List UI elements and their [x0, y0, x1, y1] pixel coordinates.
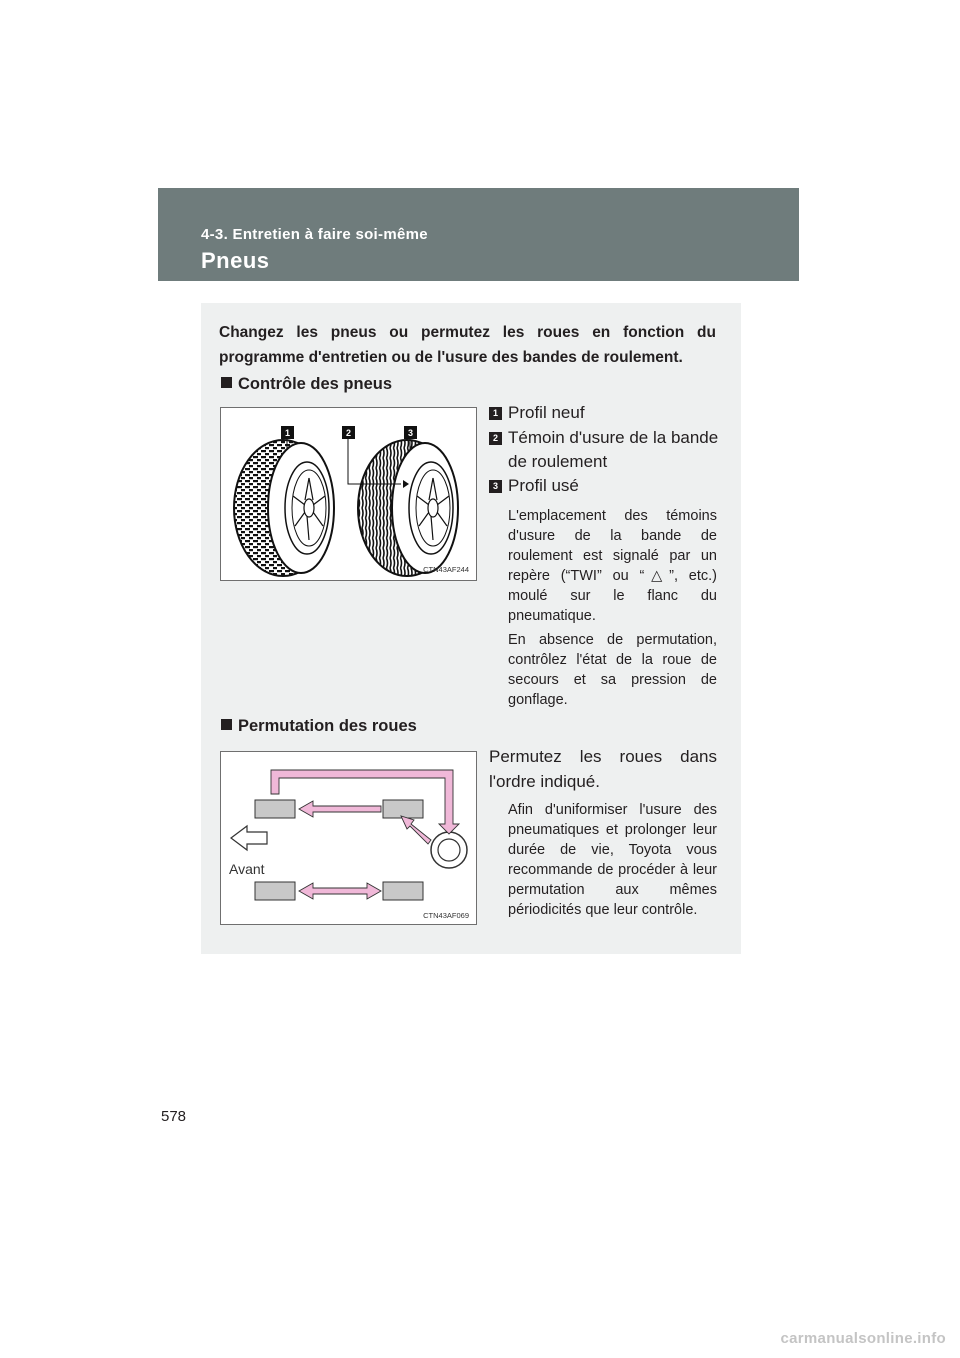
callout-number: 2 [489, 432, 502, 445]
svg-text:2: 2 [345, 428, 352, 438]
tires-illustration [221, 408, 476, 580]
intro-text: Changez les pneus ou permutez les roues en fonction du programme d'entretien ou de l'usure des bandes de roulement. [219, 324, 716, 366]
page-title: Pneus [201, 248, 270, 273]
svg-text:3: 3 [407, 428, 414, 438]
section-header [158, 188, 799, 281]
heading-tire-rotation: Permutation des roues [221, 717, 417, 736]
figure-code-2: CTN43AF069 [423, 911, 469, 920]
watermark: carmanualsonline.info [780, 1330, 946, 1347]
note-rotation-interval: Afin d'uniformiser l'usure des pneumatiques et prolonger leur durée de vie, Toyota vous recommande de procéder à leur permutation aux mêmes périodicités que leur contrôle. [508, 802, 717, 918]
page-number: 578 [161, 1108, 187, 1125]
note-twi-location: L'emplacement des témoins d'usure de la bande de roulement est signalé par un repère (“TWI” ou “△”, etc.) moulé sur le flanc du pneumatique. [508, 508, 717, 624]
note-spare-tire: En absence de permutation, contrôlez l'état de la roue de secours et sa pression de gonflage. [508, 632, 717, 708]
callout-number: 3 [489, 480, 502, 493]
rotation-lead-text: Permutez les roues dans l'ordre indiqué. [489, 747, 717, 791]
figure-tire-tread [220, 407, 477, 581]
svg-text:1: 1 [284, 428, 291, 438]
square-bullet-icon [221, 377, 232, 388]
legend-item-worn-tread: 3 Profil usé [489, 474, 720, 498]
section-label: 4-3. Entretien à faire soi-même [201, 226, 428, 243]
callout-number: 1 [489, 407, 502, 420]
front-label: Avant [229, 861, 265, 877]
square-bullet-icon [221, 719, 232, 730]
front-arrow-icon [231, 826, 267, 850]
heading-tire-check: Contrôle des pneus [221, 375, 392, 394]
figure-tire-rotation [220, 751, 477, 925]
legend-item-new-tread: 1 Profil neuf [489, 401, 720, 425]
legend-item-wear-indicator: 2 Témoin d'usure de la bande de roulement [489, 426, 720, 474]
rotation-diagram [221, 752, 476, 924]
figure-code-1: CTN43AF244 [423, 565, 469, 574]
